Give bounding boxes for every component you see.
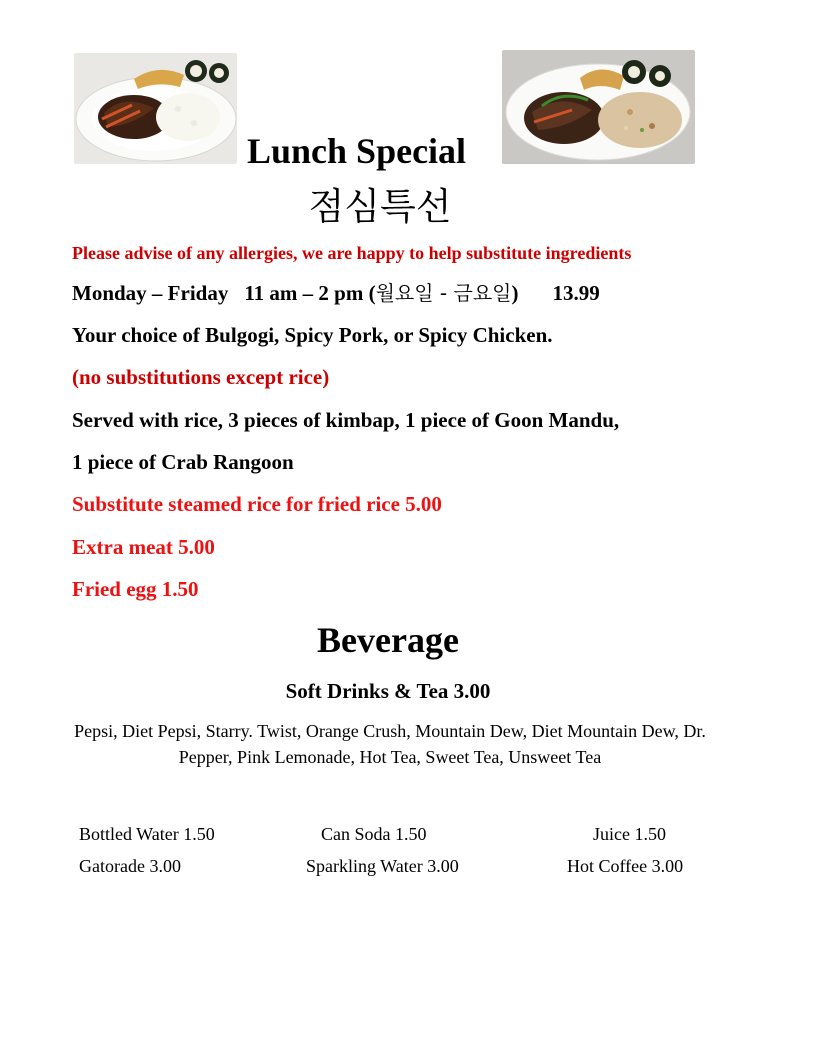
choice-line: Your choice of Bulgogi, Spicy Pork, or Spicy Chicken. [72,323,553,347]
korean-title: 점심특선 [308,185,452,228]
drink-list: Pepsi, Diet Pepsi, Starry. Twist, Orange Crush, Mountain Dew, Diet Mountain Dew, Dr. Pepper, Pink Lemonade, Hot Tea, Sweet Tea, Unsweet Tea [74,721,706,767]
special-days: Monday – Friday [72,281,229,305]
special-price: 13.99 [552,281,600,305]
beverage-item: Can Soda 1.50 [321,824,427,844]
no-substitution-note: (no substitutions except rice) [72,365,330,389]
beverage-item: Sparkling Water 3.00 [306,856,459,876]
lunch-plate-photo-right [502,50,695,164]
extra-option: Extra meat 5.00 [72,535,215,559]
page-title: Lunch Special [247,131,467,171]
beverage-title: Beverage [317,620,459,660]
soft-drinks-heading: Soft Drinks & Tea 3.00 [285,679,491,703]
korean-days-close: ) [511,281,519,305]
beverage-item: Gatorade 3.00 [79,856,181,876]
served-with-line-2: 1 piece of Crab Rangoon [72,450,294,474]
special-hours: 11 am – 2 pm [244,281,364,305]
korean-days: 월요일 - 금요일 [375,281,512,305]
special-hours-line [72,279,600,307]
bulgogi-plate-illustration [74,53,237,164]
korean-days-open: ( [368,281,376,305]
served-with-line-1: Served with rice, 3 pieces of kimbap, 1 piece of Goon Mandu, [72,408,620,432]
allergy-notice: Please advise of any allergies, we are happy to help substitute ingredients [72,243,632,263]
lunch-plate-photo-left [74,53,237,164]
beverage-item: Bottled Water 1.50 [79,824,215,844]
extra-option: Substitute steamed rice for fried rice 5.00 [72,492,442,516]
fried-rice-plate-illustration [502,50,695,164]
beverage-item: Hot Coffee 3.00 [567,856,684,876]
extra-option: Fried egg 1.50 [72,577,199,601]
beverage-item: Juice 1.50 [593,824,666,844]
